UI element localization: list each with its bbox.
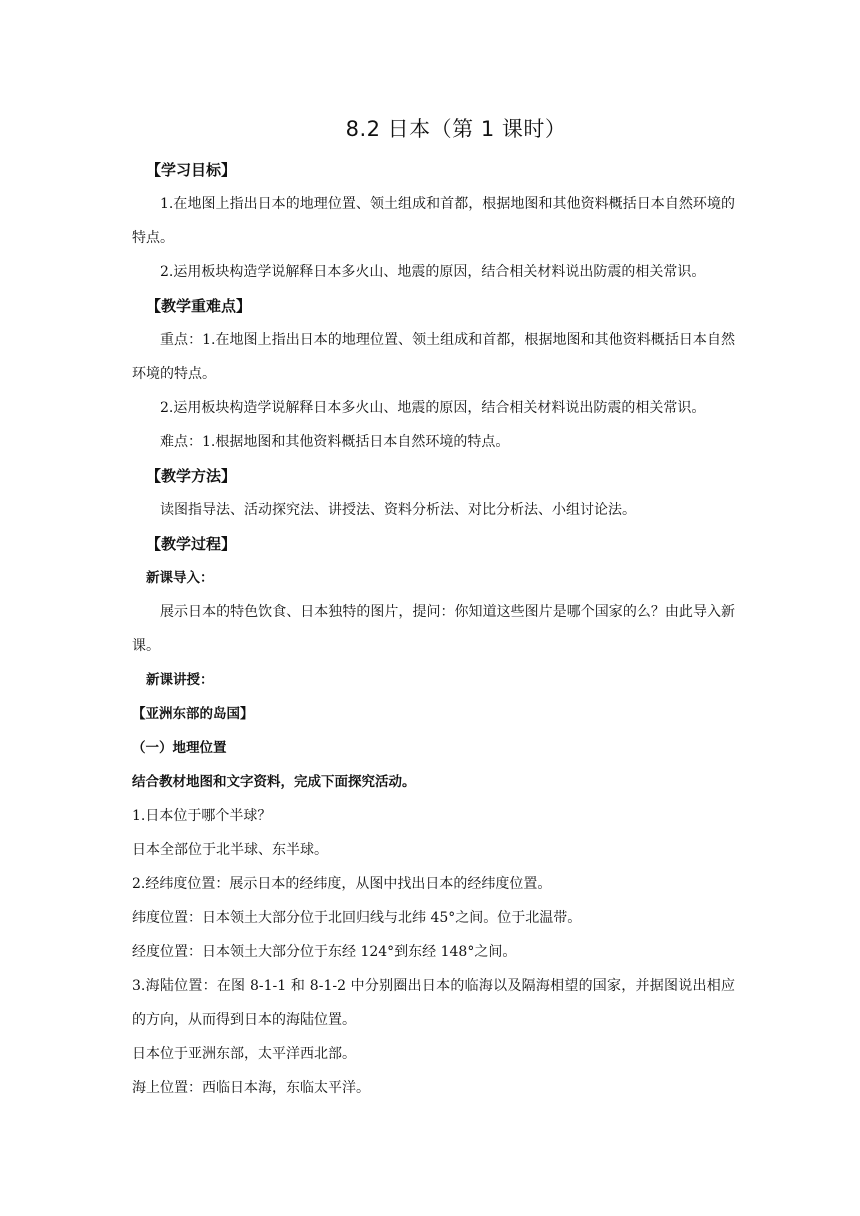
topic-heading: 【亚洲东部的岛国】 (132, 706, 254, 722)
key-point-focus-2: 2.运用板块构造学说解释日本多火山、地震的原因，结合相关材料说出防震的相关常识。 (160, 400, 706, 416)
intro-text: 展示日本的特色饮食、日本独特的图片，提问：你知道这些图片是哪个国家的么？由此导入新课。 (132, 604, 735, 654)
methods-text: 读图指导法、活动探究法、讲授法、资料分析法、对比分析法、小组讨论法。 (160, 502, 636, 518)
subtopic-heading: （一）地理位置 (132, 740, 227, 756)
answer-2-longitude: 经度位置：日本领土大部分位于东经 124°到东经 148°之间。 (132, 944, 517, 960)
key-point-difficulty: 难点：1.根据地图和其他资料概括日本自然环境的特点。 (160, 434, 510, 450)
section-heading-key-points: 【教学重难点】 (146, 297, 252, 315)
section-heading-methods: 【教学方法】 (146, 467, 237, 485)
answer-3-1: 日本位于亚洲东部，太平洋西北部。 (132, 1046, 356, 1062)
question-3: 3.海陆位置：在图 8-1-1 和 8-1-2 中分别圈出日本的临海以及隔海相望的国家，并据图说出相应的方向，从而得到日本的海陆位置。 (132, 978, 735, 1028)
answer-2-latitude: 纬度位置：日本领土大部分位于北回归线与北纬 45°之间。位于北温带。 (132, 910, 582, 926)
activity-instruction: 结合教材地图和文字资料，完成下面探究活动。 (132, 774, 416, 790)
objective-item-1: 1.在地图上指出日本的地理位置、领土组成和首都，根据地图和其他资料概括日本自然环境的特点。 (132, 196, 735, 246)
section-heading-objectives: 【学习目标】 (146, 161, 237, 179)
question-1: 1.日本位于哪个半球？ (132, 808, 272, 824)
intro-label: 新课导入： (146, 570, 214, 586)
answer-3-2: 海上位置：西临日本海，东临太平洋。 (132, 1080, 370, 1096)
section-heading-process: 【教学过程】 (146, 535, 237, 553)
objective-item-2: 2.运用板块构造学说解释日本多火山、地震的原因，结合相关材料说出防震的相关常识。 (160, 264, 706, 280)
answer-1: 日本全部位于北半球、东半球。 (132, 842, 328, 858)
document-title: 8.2 日本（第 1 课时） (345, 117, 567, 141)
key-point-focus-1: 重点：1.在地图上指出日本的地理位置、领土组成和首都，根据地图和其他资料概括日本自然环境的特点。 (132, 332, 735, 382)
lecture-label: 新课讲授： (146, 672, 214, 688)
document-body (132, 153, 735, 1105)
question-2: 2.经纬度位置：展示日本的经纬度，从图中找出日本的经纬度位置。 (132, 876, 552, 892)
